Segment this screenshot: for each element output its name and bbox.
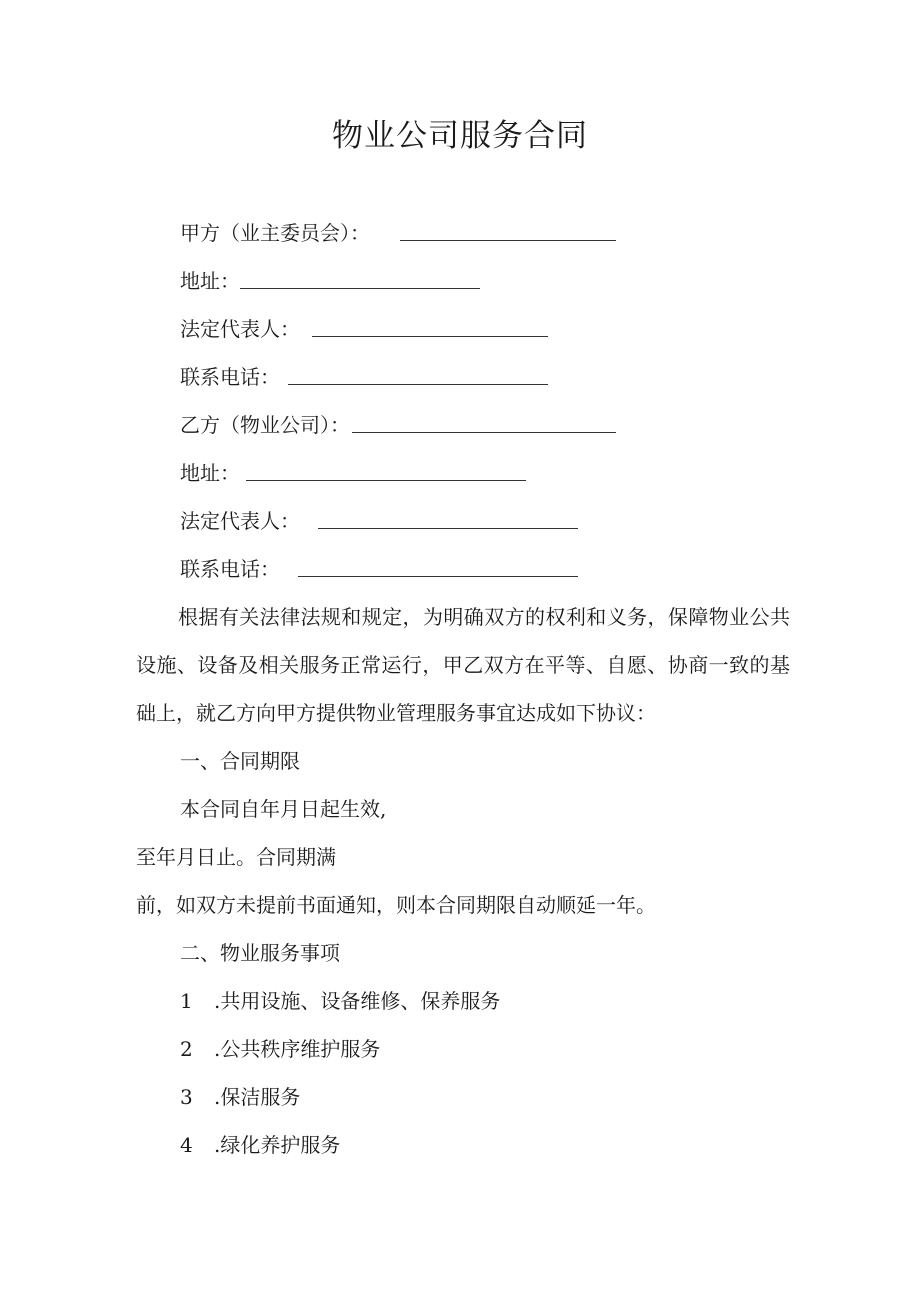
service-item-1 — [180, 986, 500, 1016]
party-b-rep-blank — [318, 528, 578, 529]
service-item-number: 1 — [180, 989, 193, 1013]
party-b-address-label: 地址： — [180, 461, 240, 485]
party-a-blank — [400, 240, 616, 241]
party-b-rep-label: 法定代表人： — [180, 509, 300, 533]
party-a-rep-blank — [312, 336, 548, 337]
party-a-address-blank — [240, 288, 480, 289]
service-item-2 — [180, 1034, 380, 1064]
section1-heading: 一、合同期限 — [180, 749, 300, 773]
service-item-number: 3 — [180, 1085, 193, 1109]
service-item-3 — [180, 1082, 300, 1112]
service-item-text: .公共秩序维护服务 — [214, 1037, 381, 1061]
party-b-blank — [352, 432, 616, 433]
service-item-text: .共用设施、设备维修、保养服务 — [214, 989, 501, 1013]
section1-line3: 前，如双方未提前书面通知，则本合同期限自动顺延一年。 — [136, 893, 656, 917]
section1-line2: 至年月日止。合同期满 — [136, 845, 336, 869]
document-title: 物业公司服务合同 — [332, 118, 588, 154]
party-b-address-blank — [246, 480, 526, 481]
party-b-phone-blank — [298, 576, 578, 577]
party-a-label: 甲方（业主委员会）： — [180, 221, 370, 245]
section1-line1: 本合同自年月日起生效, — [180, 797, 387, 821]
party-a-phone-blank — [288, 384, 548, 385]
party-b-label: 乙方（物业公司）： — [180, 413, 350, 437]
service-item-text: .绿化养护服务 — [214, 1133, 341, 1157]
service-item-text: .保洁服务 — [214, 1085, 301, 1109]
service-item-number: 2 — [180, 1037, 193, 1061]
service-item-4 — [180, 1130, 340, 1160]
party-a-phone-label: 联系电话： — [180, 365, 280, 389]
service-item-number: 4 — [180, 1133, 193, 1157]
party-a-address-label: 地址： — [180, 269, 240, 293]
party-a-rep-label: 法定代表人： — [180, 317, 300, 341]
section2-heading: 二、物业服务事项 — [180, 941, 340, 965]
preamble-paragraph: 根据有关法律法规和规定，为明确双方的权利和义务，保障物业公共设施、设备及相关服务正常运行，甲乙双方在平等、自愿、协商一致的基础上，就乙方向甲方提供物业管理服务事宜达成如下协议： — [136, 605, 790, 725]
party-b-phone-label: 联系电话： — [180, 557, 280, 581]
